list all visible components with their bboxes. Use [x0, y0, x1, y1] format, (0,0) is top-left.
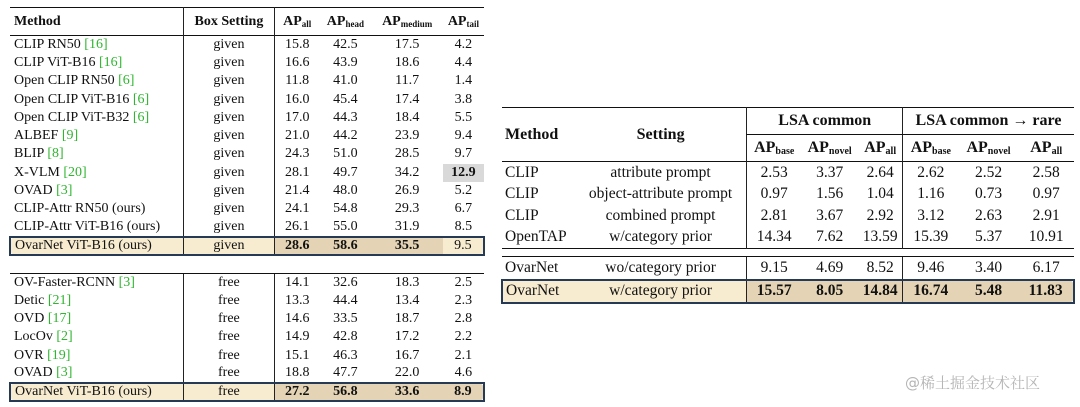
- ap-all-cell: 27.2: [275, 383, 320, 401]
- ap-medium-cell: 28.5: [394, 146, 420, 162]
- method-name: Detic: [14, 292, 48, 308]
- ap-head-cell: 58.6: [319, 237, 371, 255]
- method-name: X-VLM: [14, 164, 64, 180]
- table-row: [10, 54, 484, 72]
- ap-medium-cell: 18.7: [394, 311, 420, 327]
- table-row: [10, 127, 484, 145]
- watermark: @稀土掘金技术社区: [905, 374, 1041, 392]
- value-cell: 8.05: [801, 280, 858, 304]
- ap-medium-cell: 26.9: [394, 183, 420, 199]
- col-box-setting: Box Setting: [183, 8, 274, 36]
- ap-head-cell: 46.3: [333, 347, 358, 363]
- ap-medium-cell: 33.6: [372, 383, 443, 401]
- ap-tail-cell: 2.3: [454, 292, 473, 308]
- method-cell: [10, 127, 183, 145]
- method-cell: OpenTAP: [505, 228, 567, 246]
- method-cell: [10, 328, 183, 346]
- method-name: OVD: [14, 311, 48, 327]
- group-lsa-common-rare: LSA common → rare: [902, 108, 1074, 135]
- ap-tail-cell: 4.6: [454, 365, 473, 381]
- value-cell: 9.46: [902, 257, 958, 280]
- ap-head-cell: 45.4: [333, 91, 358, 107]
- setting-cell: given: [183, 145, 274, 163]
- method-cell: [10, 182, 183, 200]
- ap-tail-cell: 5.5: [454, 109, 473, 125]
- ap-all-cell: 26.1: [275, 218, 320, 236]
- ap-tail-cell: 8.9: [443, 383, 484, 401]
- setting-cell: given: [183, 218, 274, 236]
- value-cell: 1.16: [902, 184, 958, 206]
- setting-cell: object-attribute prompt: [588, 185, 733, 203]
- ap-all-cell: 21.0: [275, 127, 320, 145]
- setting-cell: free: [183, 383, 274, 401]
- value-cell: 7.62: [816, 228, 844, 246]
- setting-cell: free: [183, 347, 274, 365]
- ap-medium-cell: 31.9: [394, 219, 420, 235]
- ap-head-cell: 42.5: [333, 36, 358, 52]
- group-separator: [502, 249, 1074, 257]
- method-cell: [10, 164, 183, 182]
- ap-medium-cell: 17.2: [394, 329, 420, 345]
- method-name: Open CLIP RN50: [14, 73, 119, 89]
- value-cell: 2.64: [866, 163, 894, 181]
- col-ap-all: $AP_{all}$: [275, 8, 320, 36]
- col-ap-head: $AP_{head}$: [326, 13, 364, 29]
- ap-head-cell: 33.5: [333, 311, 358, 327]
- method-name: ALBEF: [14, 128, 62, 144]
- ap-head-cell: 49.7: [333, 164, 358, 180]
- method-cell: [10, 292, 183, 310]
- ap-tail-cell: 6.7: [454, 201, 473, 217]
- method-cell: OvarNet ViT-B16 (ours): [10, 383, 183, 401]
- ap-head-cell: 44.3: [333, 109, 358, 125]
- setting-cell: given: [183, 164, 274, 182]
- value-cell: 9.15: [747, 257, 801, 280]
- value-cell: 6.17: [1032, 258, 1060, 276]
- method-cell: [10, 36, 183, 54]
- method-name: CLIP ViT-B16: [14, 54, 99, 70]
- citation-ref: [17]: [47, 311, 72, 327]
- table-row: [502, 227, 1074, 249]
- ap-tail-cell: 3.8: [454, 91, 473, 107]
- table-row: [10, 182, 484, 200]
- setting-cell: wo/category prior: [605, 258, 716, 276]
- value-cell: 14.34: [747, 227, 801, 249]
- col-ap-all-rare: $AP_{all}$: [1030, 139, 1063, 157]
- method-name: OV-Faster-RCNN: [14, 274, 119, 290]
- ap-tail-cell: 9.7: [454, 146, 473, 162]
- setting-cell: given: [183, 109, 274, 127]
- method-cell: [10, 365, 183, 383]
- citation-ref: [20]: [63, 164, 87, 180]
- ap-tail-cell: 12.9: [443, 164, 484, 182]
- citation-ref: [16]: [84, 36, 108, 52]
- setting-cell: given: [183, 90, 274, 108]
- ap-all-cell: 18.8: [275, 365, 320, 383]
- method-cell: [10, 200, 183, 218]
- ap-head-cell: 51.0: [333, 146, 358, 162]
- method-cell: OvarNet: [502, 280, 575, 304]
- citation-ref: [21]: [47, 292, 72, 308]
- col-method: Method: [505, 125, 559, 143]
- value-cell: 2.53: [747, 162, 801, 184]
- value-cell: 8.52: [866, 258, 894, 276]
- citation-ref: [3]: [56, 183, 73, 199]
- setting-cell: w/category prior: [575, 280, 747, 304]
- table-row: [10, 310, 484, 328]
- method-cell: CLIP: [505, 163, 539, 181]
- ap-head-cell: 42.8: [333, 329, 358, 345]
- setting-cell: free: [183, 365, 274, 383]
- value-cell: 3.37: [816, 163, 844, 181]
- value-cell: 3.40: [974, 258, 1003, 276]
- method-cell: [10, 273, 183, 291]
- method-cell: [10, 72, 183, 90]
- table-row: [502, 205, 1074, 227]
- method-cell: [10, 218, 183, 236]
- ap-head-cell: 54.8: [333, 201, 358, 217]
- value-cell: 14.84: [858, 280, 902, 304]
- value-cell: 16.74: [902, 280, 958, 304]
- method-cell: OvarNet: [505, 258, 559, 276]
- ap-head-cell: 44.2: [333, 128, 358, 144]
- method-cell: [10, 347, 183, 365]
- setting-cell: attribute prompt: [610, 163, 711, 181]
- value-cell: 13.59: [862, 228, 898, 246]
- citation-ref: [6]: [132, 91, 150, 107]
- ap-all-cell: 28.1: [275, 164, 320, 182]
- value-cell: 11.83: [1018, 280, 1074, 304]
- ap-tail-cell: 9.5: [443, 237, 484, 255]
- ap-head-cell: 43.9: [333, 54, 358, 70]
- citation-ref: [2]: [56, 329, 73, 345]
- ap-head-cell: 47.7: [333, 365, 358, 381]
- setting-cell: free: [183, 328, 274, 346]
- table-row: [10, 109, 484, 127]
- value-cell: 4.69: [816, 258, 844, 276]
- ap-tail-cell: 2.2: [454, 329, 473, 345]
- method-cell: CLIP: [505, 206, 539, 224]
- value-cell: 10.91: [1028, 228, 1064, 246]
- col-ap-tail: $AP_{tail}$: [447, 13, 479, 29]
- ap-head-cell: 48.0: [333, 183, 358, 199]
- table-row: [10, 90, 484, 108]
- setting-cell: combined prompt: [605, 206, 716, 224]
- citation-ref: [3]: [118, 274, 135, 290]
- ap-medium-cell: 13.4: [394, 292, 420, 308]
- ap-head-cell: 44.4: [333, 292, 358, 308]
- ap-tail-cell: 4.4: [454, 54, 473, 70]
- value-cell: 2.52: [974, 163, 1003, 181]
- table-row: [10, 273, 484, 291]
- citation-ref: [6]: [132, 109, 150, 125]
- value-cell: 3.12: [902, 205, 958, 227]
- method-cell: [10, 310, 183, 328]
- value-cell: 5.37: [974, 228, 1003, 246]
- citation-ref: [6]: [118, 73, 135, 89]
- table-attribute-benchmark: [9, 7, 485, 402]
- citation-ref: [8]: [47, 146, 64, 162]
- method-cell: [10, 109, 183, 127]
- ap-all-cell: 14.1: [275, 273, 320, 291]
- citation-ref: [9]: [61, 128, 79, 144]
- col-ap-base: $AP_{base}$: [747, 135, 801, 162]
- table-row-highlighted: [502, 280, 1074, 304]
- table-row: [10, 292, 484, 310]
- ap-head-cell: 55.0: [333, 219, 358, 235]
- ap-medium-cell: 35.5: [372, 237, 443, 255]
- method-name: OVAD: [14, 183, 57, 199]
- value-cell: 15.39: [902, 227, 958, 249]
- method-cell: [10, 90, 183, 108]
- table-row: [10, 36, 484, 54]
- ap-medium-cell: 29.3: [394, 201, 420, 217]
- col-ap-medium: $AP_{medium}$: [382, 13, 433, 29]
- ap-all-cell: 15.8: [275, 36, 320, 54]
- method-name: OVAD: [14, 365, 57, 381]
- col-ap-all: $AP_{all}$: [864, 139, 897, 157]
- method-name: LocOv: [14, 329, 57, 345]
- ap-all-cell: 14.6: [275, 310, 320, 328]
- table-row: [10, 145, 484, 163]
- ap-tail-cell: 8.5: [454, 219, 473, 235]
- ap-all-cell: 17.0: [275, 109, 320, 127]
- table-row: [502, 184, 1074, 206]
- col-method: Method: [14, 13, 61, 29]
- ap-medium-cell: 17.4: [394, 91, 420, 107]
- method-name: Open CLIP ViT-B16: [14, 91, 133, 107]
- table-row: [502, 257, 1074, 280]
- value-cell: 2.92: [866, 206, 894, 224]
- setting-cell: given: [183, 54, 274, 72]
- value-cell: 1.56: [816, 185, 844, 203]
- setting-cell: w/category prior: [609, 228, 712, 246]
- ap-all-cell: 14.9: [275, 328, 320, 346]
- setting-cell: given: [183, 127, 274, 145]
- col-ap-novel-rare: $AP_{novel}$: [966, 139, 1011, 157]
- ap-all-cell: 11.8: [275, 72, 320, 90]
- ap-all-cell: 24.1: [275, 200, 320, 218]
- setting-cell: free: [183, 292, 274, 310]
- setting-cell: given: [183, 182, 274, 200]
- value-cell: 15.57: [747, 280, 801, 304]
- col-ap-novel: $AP_{novel}$: [807, 139, 852, 157]
- table-row: [10, 72, 484, 90]
- ap-all-cell: 21.4: [275, 182, 320, 200]
- ap-tail-cell: 2.5: [454, 274, 473, 290]
- value-cell: 3.67: [816, 206, 844, 224]
- ap-medium-cell: 17.5: [394, 36, 420, 52]
- group-separator: [10, 255, 484, 273]
- col-setting: Setting: [636, 125, 685, 143]
- ap-head-cell: 41.0: [333, 73, 358, 89]
- citation-ref: [3]: [56, 365, 73, 381]
- ap-all-cell: 15.1: [275, 347, 320, 365]
- method-cell: CLIP: [505, 185, 539, 203]
- setting-cell: given: [183, 36, 274, 54]
- setting-cell: free: [183, 273, 274, 291]
- table-row-highlighted: [10, 237, 484, 255]
- table-row: [10, 347, 484, 365]
- value-cell: 2.58: [1032, 163, 1060, 181]
- value-cell: 5.48: [959, 280, 1019, 304]
- method-name: OVR: [14, 347, 48, 363]
- method-cell: OvarNet ViT-B16 (ours): [10, 237, 183, 255]
- ap-all-cell: 28.6: [275, 237, 320, 255]
- value-cell: 2.63: [974, 206, 1003, 224]
- value-cell: 2.81: [747, 205, 801, 227]
- ap-medium-cell: 18.4: [394, 109, 420, 125]
- table-row: [10, 218, 484, 236]
- value-cell: 2.91: [1032, 206, 1060, 224]
- method-name: CLIP-Attr ViT-B16 (ours): [14, 219, 161, 235]
- table-lsa-results: [501, 107, 1075, 304]
- value-cell: 0.73: [974, 185, 1003, 203]
- setting-cell: given: [183, 72, 274, 90]
- setting-cell: given: [183, 200, 274, 218]
- citation-ref: [16]: [99, 54, 123, 70]
- table-row: [10, 200, 484, 218]
- col-ap-base-rare: $AP_{base}$: [902, 135, 958, 162]
- value-cell: 2.62: [902, 162, 958, 184]
- table-row-highlighted: [10, 383, 484, 401]
- ap-all-cell: 13.3: [275, 292, 320, 310]
- ap-head-cell: 56.8: [319, 383, 371, 401]
- method-cell: [10, 54, 183, 72]
- citation-ref: [19]: [47, 347, 71, 363]
- method-cell: [10, 145, 183, 163]
- ap-medium-cell: 16.7: [394, 347, 420, 363]
- table-row: [502, 162, 1074, 184]
- ap-head-cell: 32.6: [333, 274, 358, 290]
- ap-medium-cell: 18.6: [394, 54, 420, 70]
- table-row: [10, 328, 484, 346]
- ap-tail-cell: 2.1: [454, 347, 473, 363]
- ap-medium-cell: 34.2: [394, 164, 420, 180]
- method-name: CLIP-Attr RN50 (ours): [14, 201, 146, 217]
- table-row: [10, 164, 484, 182]
- method-name: BLIP: [14, 146, 48, 162]
- ap-medium-cell: 11.7: [395, 73, 420, 89]
- ap-tail-cell: 9.4: [454, 128, 473, 144]
- ap-tail-cell: 4.2: [454, 36, 473, 52]
- setting-cell: given: [183, 237, 274, 255]
- method-name: Open CLIP ViT-B32: [14, 109, 133, 125]
- setting-cell: free: [183, 310, 274, 328]
- ap-all-cell: 24.3: [275, 145, 320, 163]
- ap-all-cell: 16.6: [275, 54, 320, 72]
- ap-tail-cell: 5.2: [454, 183, 473, 199]
- value-cell: 1.04: [866, 185, 894, 203]
- ap-tail-cell: 2.8: [454, 311, 473, 327]
- value-cell: 0.97: [747, 184, 801, 206]
- ap-medium-cell: 18.3: [394, 274, 420, 290]
- ap-medium-cell: 23.9: [394, 128, 420, 144]
- ap-all-cell: 16.0: [275, 90, 320, 108]
- value-cell: 0.97: [1032, 185, 1060, 203]
- method-name: CLIP RN50: [14, 36, 85, 52]
- ap-medium-cell: 22.0: [394, 365, 420, 381]
- group-lsa-common: LSA common: [747, 108, 903, 135]
- table-row: [10, 365, 484, 383]
- ap-tail-cell: 1.4: [454, 73, 473, 89]
